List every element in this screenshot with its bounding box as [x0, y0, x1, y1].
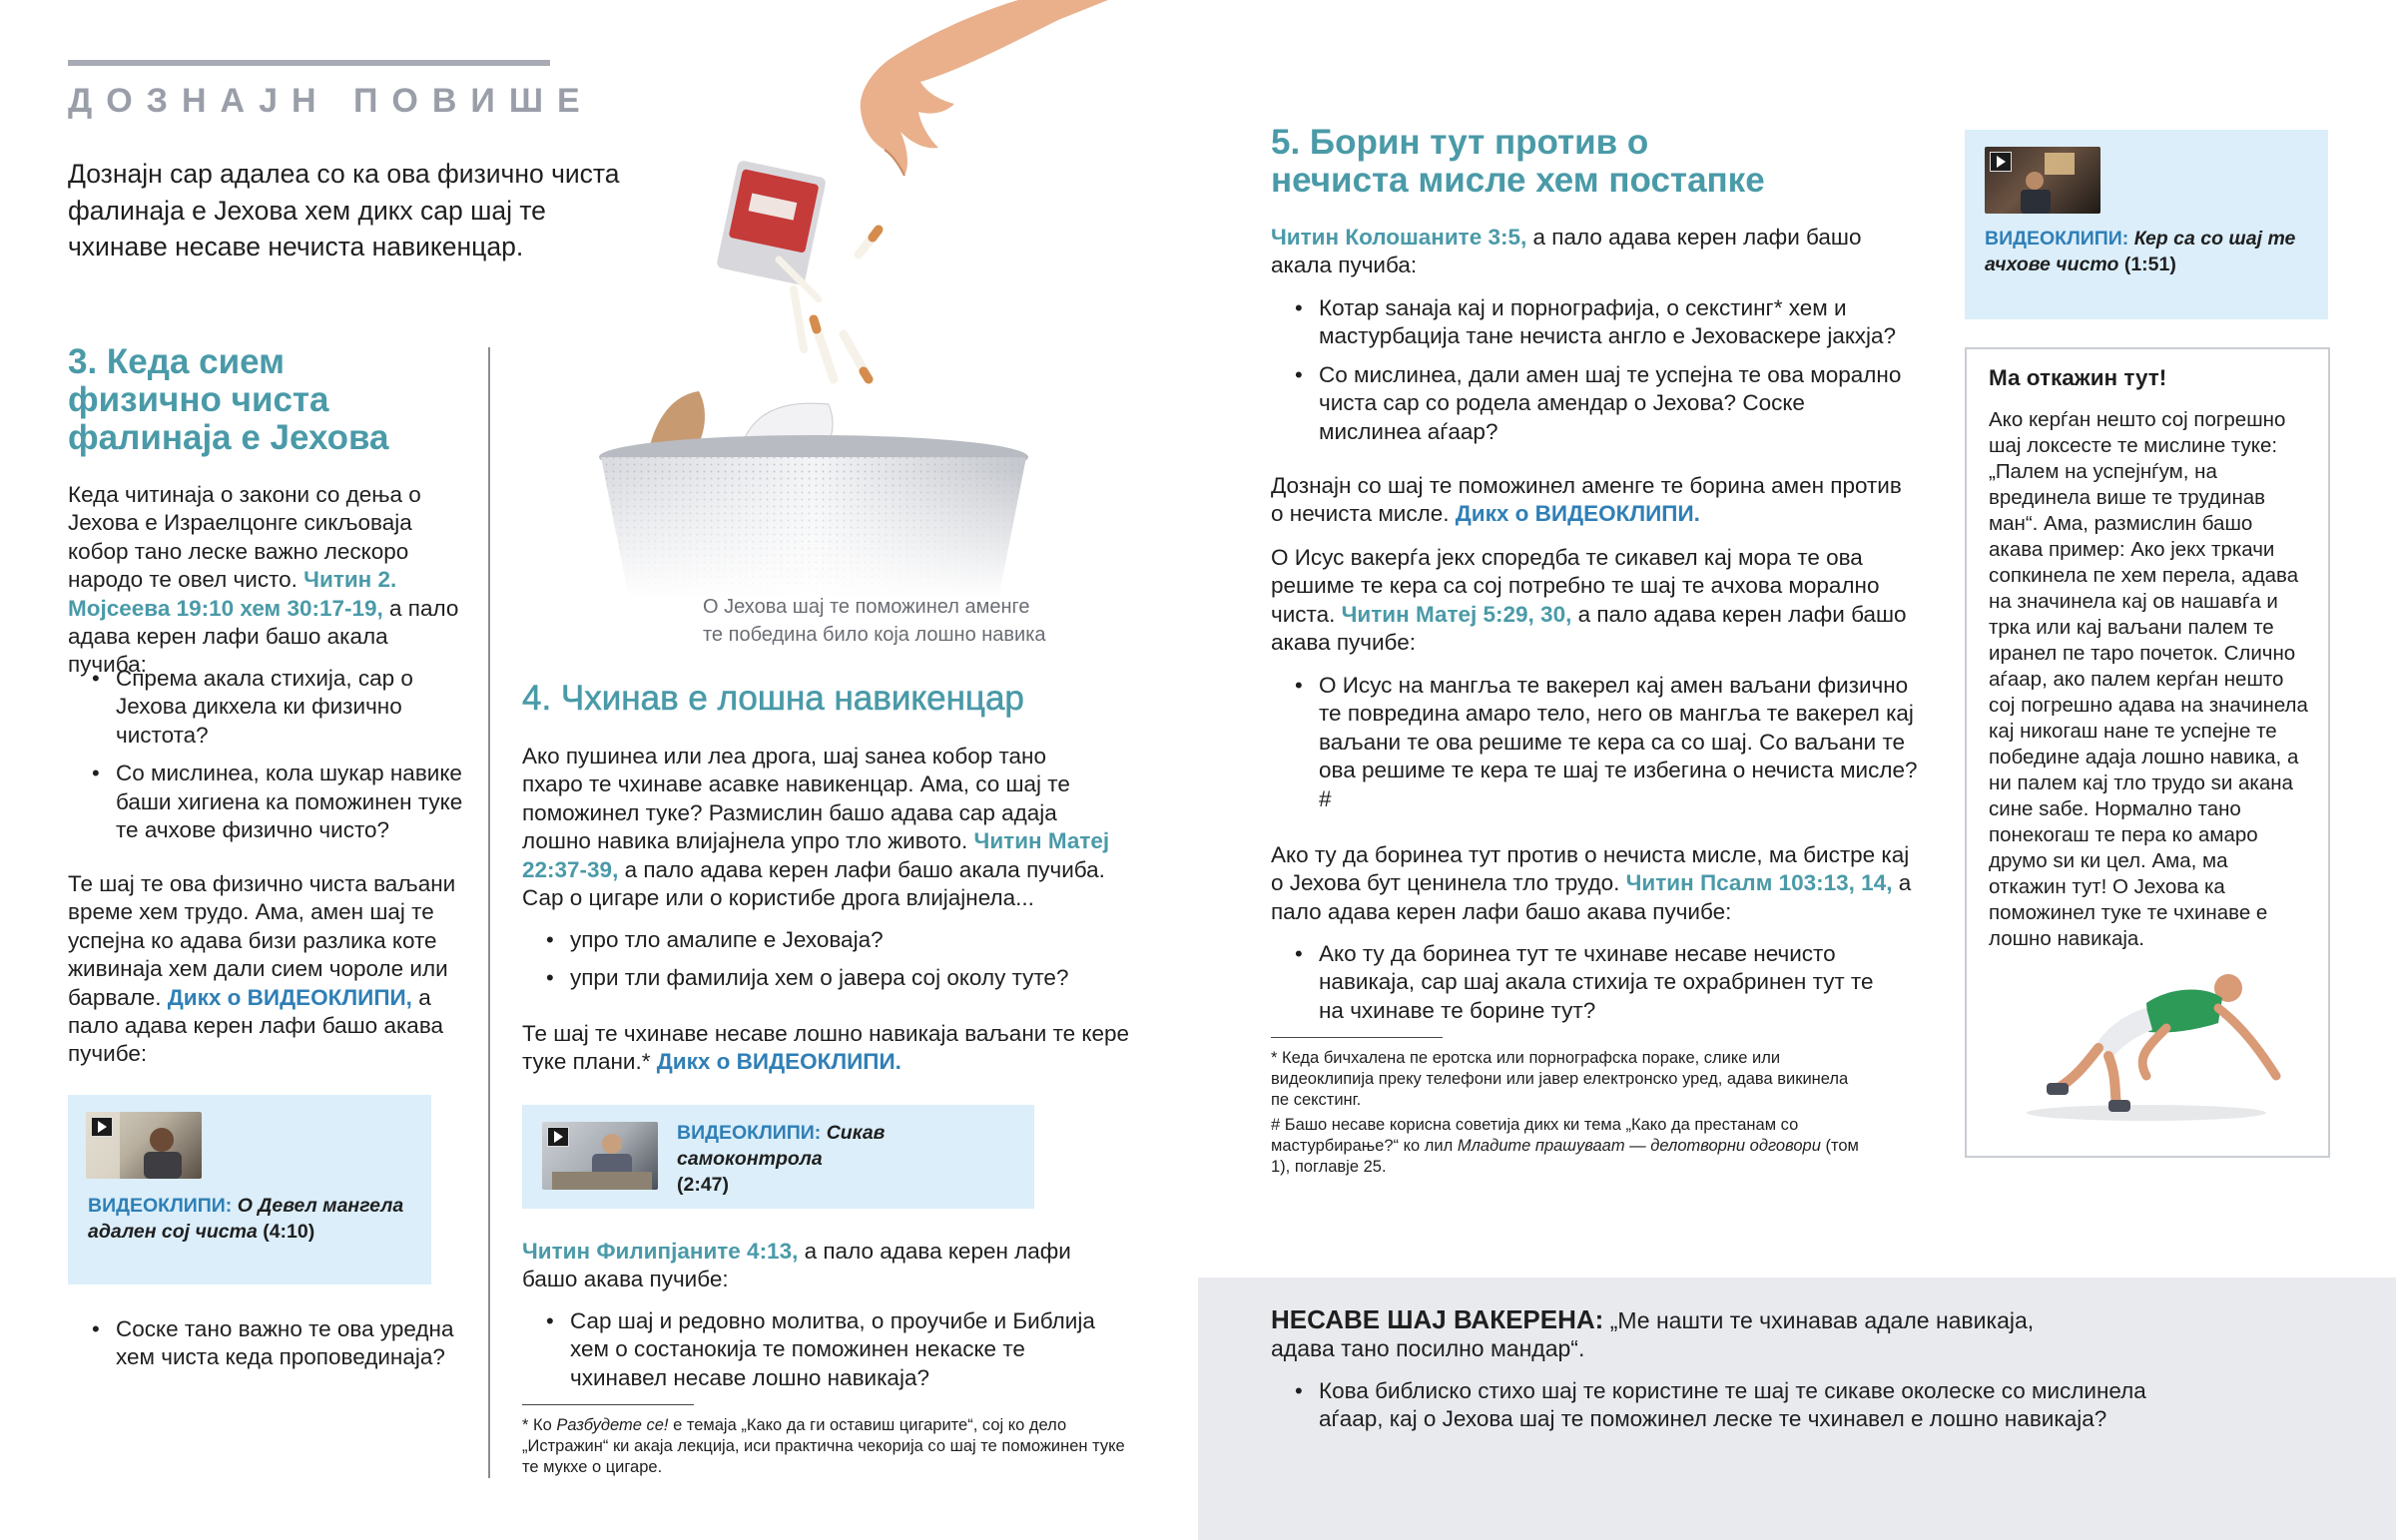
play-icon[interactable] [547, 1127, 569, 1147]
footnote-rule [1271, 1037, 1443, 1038]
summary-quote: НЕСАВЕ ШАЈ ВАКЕРЕНА: „Ме нашти те чхинавав адале навикаја, адава тано посилно мандар“. [1271, 1304, 2035, 1362]
header-intro: Дознајн сар адалеа со ка ова физично чиста фалинаја е Јехова хем дикх сар шај те чхинаве несаве нечиста навикенцар. [68, 159, 620, 261]
section5-footnote-2: # Башо несаве корисна советија дикх ки тема „Како да престанам со мастурбирање?“ ко лил Младите прашуваат — делотворни одговори (том 1), поглавје 25. [1271, 1116, 1859, 1176]
video-thumbnail[interactable] [86, 1112, 202, 1179]
video-link[interactable]: Дикх о ВИДЕОКЛИПИ. [656, 1049, 901, 1075]
video-box-self-control[interactable] [522, 1105, 1034, 1209]
section4-paragraph-2: Те шај те чхинаве несаве лошно навикаја ваљани те кере туке плани.* Дикх о ВИДЕОКЛИПИ. [522, 1021, 1130, 1075]
section3-title: 3. Кеда сием физично чиста фалинаја е Јехова [68, 342, 389, 457]
header-rule [68, 60, 550, 66]
section5-paragraph-1: Читин Колошаните 3:5, а пало адава керен лафи башо акала пучиба: [1271, 225, 1862, 278]
section5-paragraph-2: Дознајн со шај те поможинел аменге те борина амен против о нечиста мисле. Дикх о ВИДЕОКЛИПИ. [1271, 473, 1902, 527]
scripture-ref-matthew-22[interactable]: Читин Матеј 22:37-39, [522, 828, 1110, 882]
list-item: • Спрема акала стихија, сар о Јехова дикхела ки физично чистота? [68, 665, 477, 750]
section5-paragraph-4: Ако ту да боринеа тут против о нечиста мисле, ма бистре кај о Јехова бут ценинела тло трудо. Читин Псалм 103:13, 14, а пало адава керен лафи башо акава пучибе: [1271, 842, 1912, 924]
section5-title: 5. Борин тут против о нечиста мисле хем постапке [1271, 123, 1765, 200]
list-item: • Со мислинеа, кола шукар навике баши хигиена ка поможинен туке те ачхове физично чисто? [68, 760, 477, 844]
sidebar-box [1965, 347, 2330, 1158]
scripture-ref-matthew-5[interactable]: Читин Матеј 5:29, 30, [1341, 601, 1572, 627]
section5-footnote-1: * Кеда бичхалена пе еротска или порнографска пораке, слике или видеоклипија преку телефони или јавер електронско уред, адава викинела пе секстинг. [1271, 1049, 1849, 1109]
section4-bullet-last [522, 1307, 1101, 1402]
header-kicker: ДОЗНАЈН ПОВИШЕ [68, 82, 594, 120]
section5-bullet-mid [1271, 672, 1920, 823]
video-caption: ВИДЕОКЛИПИ: Сикав самоконтрола (2:47) [677, 1122, 886, 1196]
section3-bullets [68, 665, 477, 854]
sidebar-title: Ма откажин тут! [1989, 365, 2167, 390]
list-item: • Со мислинеа, дали амен шај те успејна те ова морално чиста сар со родела амендар о Јехова? Соске мислинеа аѓаар? [1271, 361, 1910, 446]
section4-footnote: * Ко Разбудете се! е темаја „Како да ги оставиш цигарите“, сој ко дело „Истражин“ ки акаја лекција, иси практична чекорија со шај те поможинен туке те мукхе о цигаре. [522, 1416, 1125, 1476]
section3-bullet-last [68, 1315, 477, 1382]
section4-bullets [522, 926, 1111, 1003]
section3-paragraph-2: Те шај те ова физично чиста ваљани време хем трудо. Ама, амен шај те успејна ко адава бизи разлика коте живинаја хем дали сием чороле или барвале. Дикх о ВИДЕОКЛИПИ, а пало адава керен лафи башо акава пучибе: [68, 871, 456, 1067]
section4-paragraph-3: Читин Филипјаните 4:13, а пало адава керен лафи башо акава пучибе: [522, 1239, 1071, 1292]
scripture-ref-colossians[interactable]: Читин Колошаните 3:5, [1271, 225, 1527, 250]
runner-stumbling-icon [1997, 948, 2296, 1128]
video-caption: ВИДЕОКЛИПИ: Кер са со шај те ачхове чисто (1:51) [1985, 228, 2296, 275]
list-item: • упро тло амалипе е Јеховаја? [522, 926, 1111, 954]
video-box-clean[interactable] [68, 1095, 431, 1284]
sidebar-text: Ако керѓан нешто сој погрешно шај локсесте те мислине туке: „Палем на успејнѓум, на врединела више те трудинав ман“. Ама, размислин башо акава пример: Ако јекх тркачи сопкинела пе хем перела, адава на значинела кај ов нашавѓа и трка или кај ваљани палем те иранел пе таро почеток. Слично аѓаар, ако палем керѓан нешто сој погрешно адава на значинела кај никогаш нане те успејне те победине адаја лошно навика, а ни палем кај тло трудо ѕи акана сине ѕабе. Нормално тано понекогаш те пера ко амаро друмо ѕи ки цел. Ама, ма откажин тут! О Јехова ка поможинел туке те чхинаве е лошно навикаја. [1989, 408, 2308, 950]
list-item: • Котар ѕанаја кај и порнографија, о секстинг* хем и мастурбација тане нечиста англо е Јеховаскере јакхја? [1271, 294, 1910, 351]
video-link[interactable]: Дикх о ВИДЕОКЛИПИ, [167, 984, 412, 1010]
list-item: • Ако ту да боринеа тут те чхинаве несаве нечисто навикаја, сар шај акала стихија те охрабринен тут те на чхинаве те борине тут? [1271, 940, 1890, 1025]
scripture-ref-philippians[interactable]: Читин Филипјаните 4:13, [522, 1239, 799, 1264]
list-item: • Сар шај и редовно молитва, о проучибе и Библија хем о состанокија те поможинен некаске те чхинавел несаве лошно навикаја? [522, 1307, 1101, 1392]
section3-paragraph-1: Кеда читинаја о закони со дења о Јехова е Израелцонге сикљоваја кобор тано леске важно лескоро народо те овел чисто. Читин 2. Мојсеева 19:10 хем 30:17-19, а пало адава керен лафи башо акала пучиба: [68, 482, 459, 678]
video-caption: ВИДЕОКЛИПИ: О Девел мангела адален сој чиста (4:10) [88, 1195, 404, 1243]
trash-bin-illustration [589, 0, 1108, 599]
scripture-ref-exodus[interactable]: Читин 2. Мојсеева 19:10 хем 30:17-19, [68, 567, 397, 621]
video-box-clean-top[interactable] [1965, 130, 2328, 319]
summary-label: НЕСАВЕ ШАЈ ВАКЕРЕНА: [1271, 1304, 1604, 1334]
video-thumbnail[interactable] [542, 1122, 658, 1190]
list-item: • О Исус на мангља те вакерел кај амен ваљани физично те повредина амаро тело, него ов мангља те вакерел кај ваљани те ова решиме те кера са со шај. Со ваљани те ова решиме те кера те шај те избегина о нечиста мисле?# [1271, 672, 1920, 813]
section4-paragraph-1: Ако пушинеа или леа дрога, шај ѕанеа кобор тано пхаро те чхинаве асавке навикенцар. Ама, со шај те поможинел туке? Размислин башо адава сар адаја лошно навика влијајнела упро тло живото. Читин Матеј 22:37-39, а пало адава керен лафи башо акала пучиба. Сар о цигаре или о користибе дрога влијајнела... [522, 744, 1110, 911]
section5-paragraph-3: О Исус вакерѓа јекх споредба те сикавел кај мора те ова решиме те кера са сој потребно те шај те ачхова морално чиста. Читин Матеј 5:29, 30, а пало адава керен лафи башо акава пучибе: [1271, 545, 1907, 656]
list-item: • Соске тано важно те ова уредна хем чиста кеда проповединаја? [68, 1315, 477, 1372]
list-item: • упри тли фамилија хем о јавера сој околу туте? [522, 964, 1111, 992]
column-divider [488, 347, 490, 1478]
video-thumbnail[interactable] [1985, 147, 2100, 214]
section5-bullet-last [1271, 940, 1890, 1035]
play-icon[interactable] [1990, 152, 2012, 172]
section4-title: 4. Чхинав е лошна навикенцар [522, 679, 1024, 718]
list-item: • Кова библиско стихо шај те користине те шај те сикаве околеске со мислинела аѓаар, кај о Јехова шај те поможинел леске те чхинавел е лошно навикаја? [1271, 1377, 2189, 1434]
summary-bullets [1271, 1377, 2189, 1444]
illustration-caption: О Јехова шај те поможинел аменге те победина било која лошно навика [703, 596, 1046, 646]
section5-bullets [1271, 294, 1910, 456]
play-icon[interactable] [91, 1117, 113, 1137]
video-link[interactable]: Дикх о ВИДЕОКЛИПИ. [1455, 501, 1700, 527]
scripture-ref-psalm[interactable]: Читин Псалм 103:13, 14, [1625, 870, 1893, 896]
footnote-rule [522, 1404, 694, 1405]
